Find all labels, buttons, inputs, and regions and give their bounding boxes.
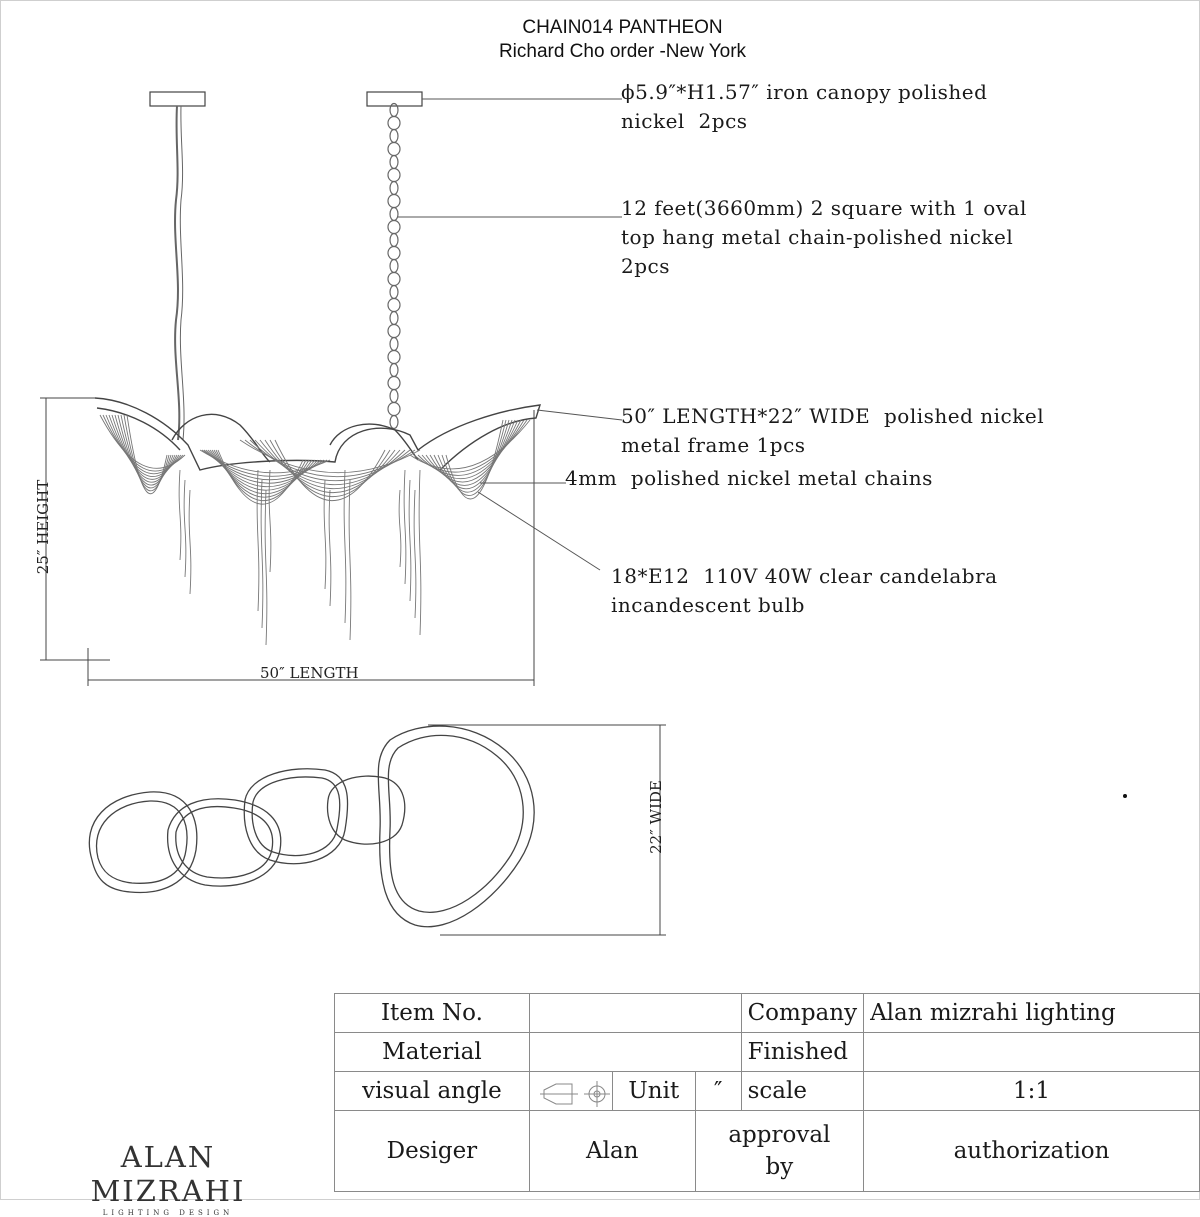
- item-no-label: Item No.: [335, 994, 530, 1033]
- material-value: [529, 1033, 741, 1072]
- unit-label: Unit: [612, 1072, 695, 1111]
- unit-value: ″: [695, 1072, 741, 1111]
- logo-name: ALAN MIZRAHI: [90, 1140, 246, 1208]
- left-canopy: [150, 92, 205, 106]
- visual-angle-icons: [529, 1072, 612, 1111]
- bulb-note: 18*E12 110V 40W clear candelabra incandescent bulb: [611, 564, 998, 617]
- drawing-subtitle: Richard Cho order -New York: [498, 41, 747, 62]
- spec-table: [334, 993, 1200, 1192]
- logo-tagline: LIGHTING DESIGN: [102, 1209, 234, 1217]
- scale-value: 1:1: [864, 1072, 1200, 1111]
- finished-label: Finished: [741, 1033, 864, 1072]
- drawing-title: CHAIN014 PANTHEON: [522, 17, 723, 38]
- company-label: Company: [741, 994, 864, 1033]
- visual-angle-label: visual angle: [335, 1072, 530, 1111]
- scale-label: scale: [741, 1072, 864, 1111]
- canopy-note: ϕ5.9″*H1.57″ iron canopy polished nickel 2pcs: [621, 80, 988, 133]
- approval-label: approval by: [695, 1111, 863, 1192]
- chain-note: 12 feet(3660mm) 2 square with 1 oval top hang metal chain-polished nickel 2pcs: [621, 196, 1027, 278]
- frame-note: 50″ LENGTH*22″ WIDE polished nickel metal frame 1pcs: [621, 404, 1045, 457]
- left-hang-chain: [175, 106, 184, 440]
- company-logo: [48, 1140, 288, 1217]
- company-value: Alan mizrahi lighting: [864, 994, 1200, 1033]
- top-view-rings: [89, 726, 534, 927]
- designer-label: Desiger: [335, 1111, 530, 1192]
- authorization-label: authorization: [864, 1111, 1200, 1192]
- length-dimension-label: 50″ LENGTH: [260, 664, 359, 682]
- leader-lines: [397, 99, 622, 570]
- item-no-value: [529, 994, 741, 1033]
- wide-dimension-label: 22″ WIDE: [647, 780, 665, 854]
- chains-4mm-note: 4mm polished nickel metal chains: [565, 466, 933, 490]
- finished-value: [864, 1033, 1200, 1072]
- upper-frame: [95, 398, 540, 470]
- stray-dot: [1123, 794, 1127, 798]
- designer-value: Alan: [529, 1111, 695, 1192]
- height-dimension-label: 25″ HEIGHT: [34, 479, 52, 575]
- draped-chains: [100, 415, 530, 645]
- right-hang-chain: [388, 104, 400, 429]
- material-label: Material: [335, 1033, 530, 1072]
